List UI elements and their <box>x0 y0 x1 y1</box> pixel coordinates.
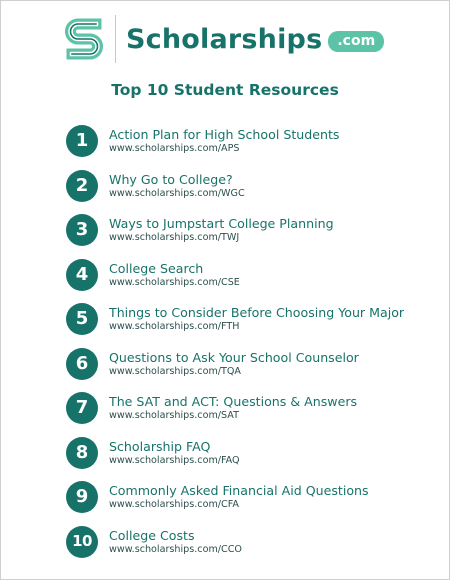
resource-url[interactable]: www.scholarships.com/CCO <box>109 543 242 555</box>
item-text <box>109 483 369 511</box>
number-badge: 10 <box>66 526 98 558</box>
number-badge: 6 <box>66 348 98 380</box>
number-badge: 5 <box>66 303 98 335</box>
domain-badge: .com <box>328 31 384 52</box>
item-text <box>109 216 334 244</box>
resource-url[interactable]: www.scholarships.com/CSE <box>109 276 240 288</box>
resource-title[interactable]: College Costs <box>109 527 195 543</box>
item-text <box>109 172 245 200</box>
list-item[interactable] <box>66 386 404 431</box>
s-letter-logo-icon <box>65 15 103 63</box>
number-badge: 7 <box>66 392 98 424</box>
resource-title[interactable]: Ways to Jumpstart College Planning <box>109 216 334 232</box>
resource-url[interactable]: www.scholarships.com/APS <box>109 143 240 155</box>
list-item[interactable] <box>66 164 404 209</box>
resource-url[interactable]: www.scholarships.com/CFA <box>109 499 239 511</box>
list-item[interactable] <box>66 253 404 298</box>
resource-url[interactable]: www.scholarships.com/SAT <box>109 410 239 422</box>
resource-url[interactable]: www.scholarships.com/WGC <box>109 187 245 199</box>
number-badge: 2 <box>66 170 98 202</box>
number-badge: 9 <box>66 481 98 513</box>
number-badge: 4 <box>66 259 98 291</box>
item-text <box>109 439 240 467</box>
resource-title[interactable]: College Search <box>109 260 204 276</box>
list-item[interactable] <box>66 431 404 476</box>
resource-title[interactable]: Commonly Asked Financial Aid Questions <box>109 483 369 499</box>
resource-title[interactable]: Scholarship FAQ <box>109 438 211 454</box>
page-title: Top 10 Student Resources <box>111 81 339 99</box>
resource-title[interactable]: Things to Consider Before Choosing Your Major <box>109 305 405 321</box>
item-text <box>109 305 404 333</box>
item-text <box>109 528 242 556</box>
resource-list <box>66 119 404 564</box>
brand-logo[interactable] <box>65 13 384 65</box>
list-item[interactable] <box>66 342 404 387</box>
list-item[interactable] <box>66 208 404 253</box>
number-badge: 3 <box>66 214 98 246</box>
resource-url[interactable]: www.scholarships.com/FTH <box>109 321 240 333</box>
list-item[interactable] <box>66 520 404 565</box>
item-text <box>109 394 357 422</box>
resource-title[interactable]: Why Go to College? <box>109 171 233 187</box>
brand-name: Scholarships <box>126 23 323 55</box>
logo-divider <box>115 15 116 63</box>
number-badge: 1 <box>66 125 98 157</box>
resource-title[interactable]: The SAT and ACT: Questions & Answers <box>109 394 358 410</box>
item-text <box>109 127 339 155</box>
resource-url[interactable]: www.scholarships.com/TQA <box>109 365 241 377</box>
list-item[interactable] <box>66 475 404 520</box>
item-text <box>109 350 359 378</box>
resource-url[interactable]: www.scholarships.com/TWJ <box>109 232 240 244</box>
list-item[interactable] <box>66 119 404 164</box>
item-text <box>109 261 240 289</box>
resource-url[interactable]: www.scholarships.com/FAQ <box>109 454 240 466</box>
number-badge: 8 <box>66 437 98 469</box>
list-item[interactable] <box>66 297 404 342</box>
resource-title[interactable]: Questions to Ask Your School Counselor <box>109 349 359 365</box>
resource-title[interactable]: Action Plan for High School Students <box>109 127 340 143</box>
